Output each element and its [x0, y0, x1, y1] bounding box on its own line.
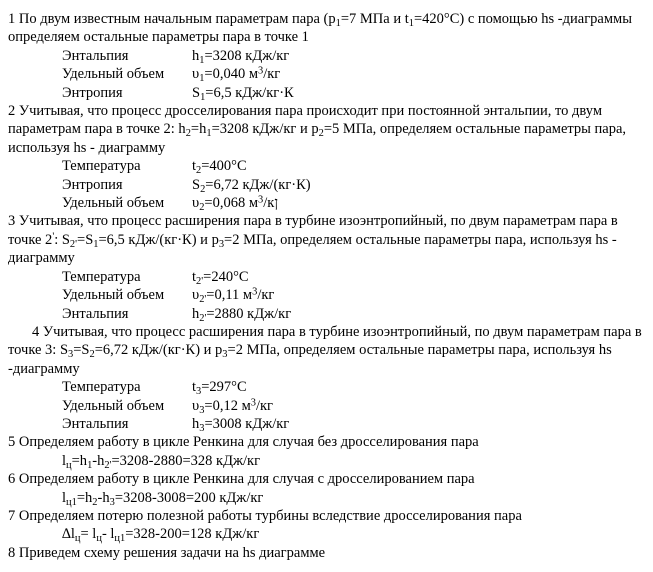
label-entropy-2: Энтропия	[62, 176, 123, 193]
value-sv-2-sym: υ	[192, 195, 200, 212]
row-specific-volume-4	[8, 397, 645, 415]
step2-text-c: =3208 кДж/кг и p	[211, 121, 319, 138]
eq5-sub1: ц	[66, 459, 72, 471]
eq7-sub1: ц	[74, 533, 81, 545]
value-entropy-2-sym: S	[192, 176, 201, 193]
value-temp-2p-sub: 2'	[196, 275, 204, 287]
step4-sub-p3: 3	[222, 349, 228, 361]
value-enthalpy-3	[192, 415, 289, 433]
paragraph-step-5: 5 Определяем работу в цикле Ренкина для случая без дросселирования пара	[8, 434, 479, 451]
step4-text-b: =S	[73, 342, 90, 359]
paragraph-step-7: 7 Определяем потерю полезной работы турбины вследствие дросселирования пара	[8, 507, 522, 524]
value-sv-2p-sub: 2'	[199, 294, 207, 306]
step4-sub-s3: 3	[68, 349, 74, 361]
step1-text-a: 1 По двум известным начальным параметрам пара (p	[8, 11, 336, 27]
value-sv-2p-sym: υ	[192, 287, 200, 304]
value-temp-3-sub: 3	[196, 386, 202, 398]
value-sv-1-sym: υ	[192, 66, 200, 83]
step2-text-a: 2 Учитывая, что процесс дросселирования пара происходит при постоянной энтальпии, то двум параметрам пара в точке 2: h	[8, 103, 602, 138]
row-enthalpy-4	[8, 415, 645, 433]
label-entropy: Энтропия	[62, 84, 123, 101]
equation-6-text	[8, 489, 263, 507]
eq5-sub2: 1	[87, 459, 93, 471]
step3-text-b: : S	[54, 231, 70, 248]
step3-text-c: =S	[77, 231, 94, 248]
label-temperature: Температура	[62, 158, 141, 175]
label-enthalpy-3: Энтальпия	[62, 305, 129, 322]
eq7-d: =328-200=128 кДж/кг	[125, 526, 260, 543]
step1-text-c: =420°С) с помощью hs -диаграммы определяем остальные параметры пара в точке 1	[8, 11, 632, 46]
value-enthalpy-1-num: =3208 кДж/кг	[204, 47, 290, 64]
eq5-d: =3208-2880=328 кДж/кг	[111, 452, 261, 469]
paragraph-step-2	[8, 102, 645, 157]
paragraph-step-4	[8, 323, 645, 378]
value-sv-3-num: =0,12 м	[204, 397, 251, 414]
value-sv-2p-num: =0,11 м	[206, 287, 253, 304]
step2-sub-h2: 2	[185, 128, 191, 140]
step3-sub-p3: 3	[218, 238, 225, 250]
value-temp-2p-sym: t	[192, 268, 197, 285]
value-sv-2p-sup: 3	[252, 286, 258, 298]
value-entropy-2-sub: 2	[200, 183, 206, 195]
step1-sub-t1: 1	[408, 17, 414, 29]
eq5-sub3: 2'	[104, 459, 112, 471]
label-enthalpy: Энтальпия	[62, 47, 129, 64]
value-sv-2p-unit: /кг	[257, 287, 275, 304]
label-temperature-4: Температура	[62, 379, 141, 396]
value-enthalpy-1	[192, 47, 289, 65]
value-entropy-1-sym: S	[192, 84, 201, 101]
eq6-sym: l	[62, 489, 67, 506]
equation-step-6	[8, 489, 645, 507]
value-sv-2-num: =0,068 м	[204, 195, 259, 212]
value-enthalpy-1-sym: h	[192, 47, 200, 64]
eq7-sub3: ц1	[114, 533, 126, 545]
eq6-c: -h	[97, 489, 110, 506]
value-enth-3-sym: h	[192, 415, 200, 432]
paragraph-step-1	[8, 10, 645, 47]
eq6-sub3: 3	[109, 496, 115, 508]
value-sv-3-sup: 3	[250, 396, 256, 408]
row-enthalpy-3	[8, 305, 645, 323]
rows-step-3	[8, 268, 645, 323]
value-temp-3-sym: t	[192, 379, 197, 396]
rows-step-2	[8, 157, 645, 212]
label-specific-volume-3: Удельный объем	[62, 287, 165, 304]
value-sv-2-sub: 2	[199, 201, 205, 213]
value-specific-volume-2prime	[192, 286, 274, 304]
value-entropy-2	[192, 176, 311, 194]
step3-text-d: =6,5 кДж/(кг·К) и p	[98, 231, 219, 248]
step2-sub-p2: 2	[318, 128, 324, 140]
step3-text-a: 3 Учитывая, что процесс расширения пара в турбине изоэнтропийный, по двум параметрам пара в точке 2	[8, 213, 618, 248]
step4-sub-s2: 2	[89, 349, 95, 361]
step4-text-a: 4 Учитывая, что процесс расширения пара в турбине изоэнтропийный, по двум параметрам пара в точке 3: S	[8, 323, 642, 359]
value-temp-2p-num: =240°С	[203, 268, 249, 285]
step2-sub-h1: 1	[206, 128, 212, 140]
eq5-c: -h	[92, 452, 105, 469]
step1-sub-p1: 1	[335, 17, 341, 29]
eq7-b: = l	[80, 526, 97, 543]
value-enthalpy-2prime	[192, 305, 291, 323]
step2-text-b: =h	[190, 121, 207, 138]
equation-step-7	[8, 525, 645, 543]
value-temp-2-sub: 2	[196, 165, 202, 177]
row-enthalpy-1	[8, 47, 645, 65]
row-temperature-2	[8, 157, 645, 175]
eq5-sym: l	[62, 452, 67, 469]
label-specific-volume: Удельный объем	[62, 66, 165, 83]
row-temperature-3	[8, 268, 645, 286]
value-sv-2-sup: 3	[258, 194, 264, 206]
value-temp-3-num: =297°С	[201, 379, 247, 396]
eq6-d: =3208-3008=200 кДж/кг	[114, 489, 264, 506]
label-specific-volume-2: Удельный объем	[62, 195, 165, 212]
step3-sub-s1: 1	[93, 238, 99, 250]
step3-text-e: =2 МПа, определяем остальные параметры пара, используя hs - диаграмму	[8, 231, 617, 267]
value-sv-3-sub: 3	[199, 404, 205, 416]
value-specific-volume-3	[192, 397, 273, 415]
value-sv-3-sym: υ	[192, 397, 200, 414]
value-sv-3-unit: /кг	[255, 397, 274, 414]
equation-5-text	[8, 452, 260, 470]
value-entropy-1-sub: 1	[200, 91, 206, 103]
step1-text-b: =7 МПа и t	[340, 11, 409, 27]
label-specific-volume-4: Удельный объем	[62, 397, 165, 414]
equation-7-text	[8, 525, 259, 543]
value-enth-3-sub: 3	[199, 422, 205, 434]
value-enth-2p-sym: h	[192, 305, 200, 322]
value-specific-volume-2	[192, 194, 278, 212]
value-temperature-2	[192, 157, 247, 175]
paragraph-step-8: 8 Приведем схему решения задачи на hs диаграмме	[8, 544, 326, 561]
eq6-sub1: ц1	[66, 496, 77, 508]
value-sv-1-num: =0,040 м	[204, 66, 259, 83]
paragraph-step-3	[8, 212, 645, 267]
value-temp-2-num: =400°С	[201, 158, 247, 175]
value-sv-1-unit: /кг	[263, 66, 281, 83]
value-enth-2p-sub: 2'	[199, 312, 207, 324]
step3-sub-s2p: 2'	[69, 238, 78, 250]
row-specific-volume-2	[8, 194, 645, 212]
row-entropy-1	[8, 84, 645, 102]
value-sv-2-unit: /кן	[263, 195, 279, 212]
value-entropy-2-num: =6,72 кДж/(кг·К)	[205, 176, 311, 193]
eq7-sym: ∆l	[62, 526, 75, 543]
value-enthalpy-1-sub: 1	[199, 54, 205, 66]
value-temperature-3	[192, 378, 247, 396]
row-temperature-4	[8, 378, 645, 396]
label-temperature-3: Температура	[62, 268, 141, 285]
eq7-sub2: ц	[96, 533, 102, 545]
eq6-b: =h	[76, 489, 93, 506]
value-enth-2p-num: =2880 кДж/кг	[206, 305, 292, 322]
row-specific-volume-1	[8, 65, 645, 83]
value-sv-1-sub: 1	[199, 73, 205, 85]
label-enthalpy-4: Энтальпия	[62, 415, 129, 432]
value-sv-1-sup: 3	[258, 65, 264, 77]
step4-text-d: =2 МПа, определяем остальные параметры пара, используя hs -диаграмму	[8, 342, 612, 377]
paragraph-step-6: 6 Определяем работу в цикле Ренкина для случая с дросселированием пара	[8, 471, 475, 488]
value-temp-2-sym: t	[192, 158, 197, 175]
value-enth-3-num: =3008 кДж/кг	[204, 415, 290, 432]
equation-step-5	[8, 452, 645, 470]
step3-prime: '	[52, 231, 55, 243]
value-specific-volume-1	[192, 65, 280, 83]
row-entropy-2	[8, 176, 645, 194]
eq7-c: - l	[101, 526, 115, 543]
step4-text-c: =6,72 кДж/(кг·К) и p	[94, 342, 223, 359]
eq6-sub2: 2	[92, 496, 98, 508]
rows-step-1	[8, 47, 645, 102]
value-entropy-1-num: =6,5 кДж/кг·К	[205, 84, 294, 101]
step2-text-d: =5 МПа, определяем остальные параметры пара, используя hs - диаграмму	[8, 121, 627, 156]
row-specific-volume-3	[8, 286, 645, 304]
rows-step-4	[8, 378, 645, 433]
value-temperature-2prime	[192, 268, 249, 286]
value-entropy-1	[192, 84, 294, 102]
eq5-b: =h	[71, 452, 88, 469]
